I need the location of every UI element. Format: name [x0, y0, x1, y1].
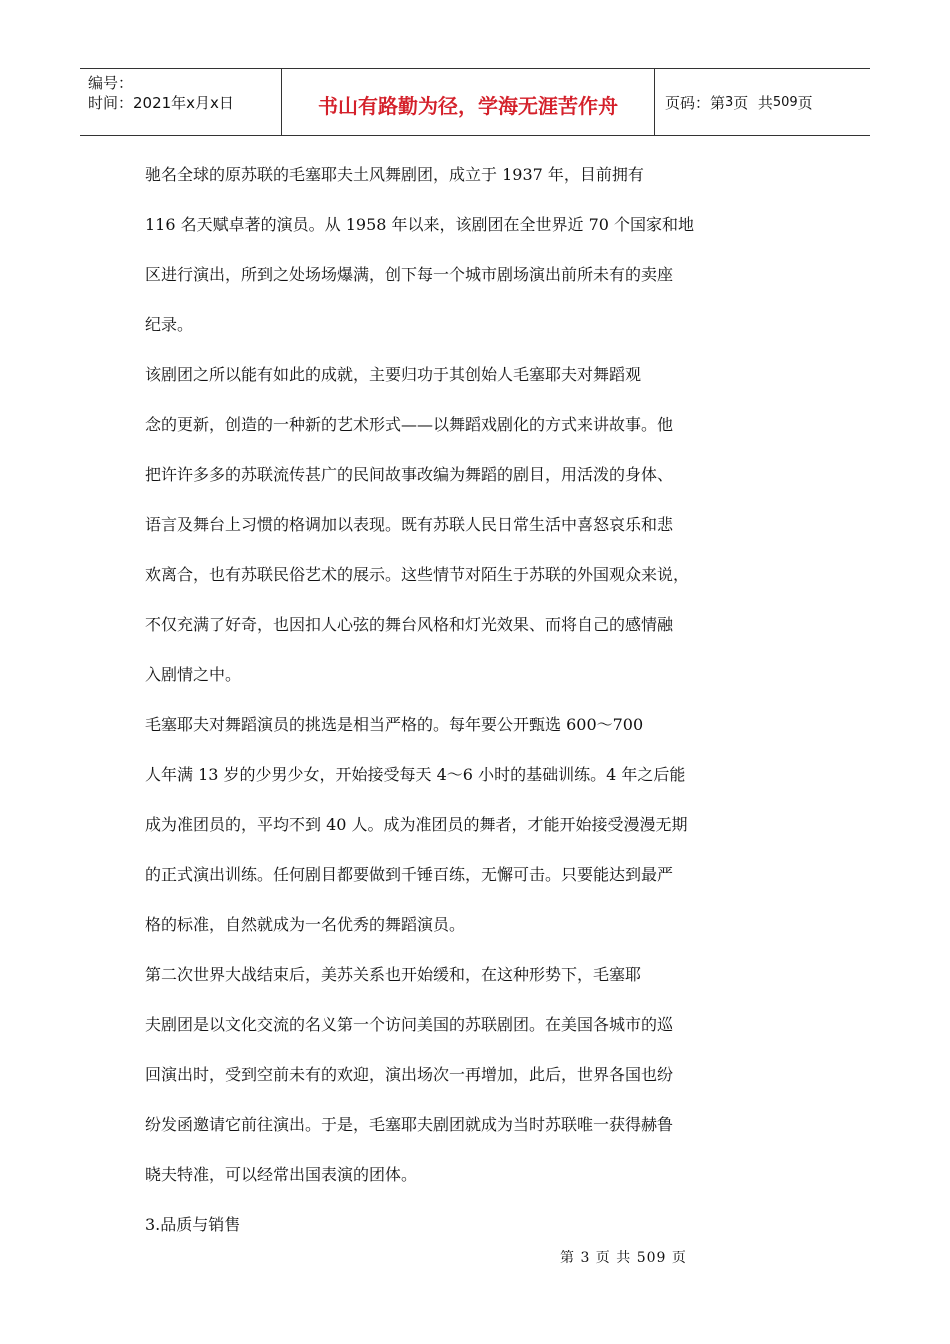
page-number: 3	[725, 94, 734, 110]
text-line: 驰名全球的原苏联的毛塞耶夫土风舞剧团，成立于 1937 年，目前拥有	[145, 165, 644, 184]
text-line: 不仅充满了好奇，也因扣人心弦的舞台风格和灯光效果、而将自己的感情融	[145, 615, 674, 634]
document-body	[145, 150, 715, 1250]
text-line: 夫剧团是以文化交流的名义第一个访问美国的苏联剧团。在美国各城市的巡	[145, 1015, 674, 1034]
page-suffix: 页	[797, 93, 813, 112]
text-line: 区进行演出，所到之处场场爆满，创下每一个城市剧场演出前所未有的卖座	[145, 265, 674, 284]
page-footer: 第 3 页 共 509 页	[560, 1250, 687, 1266]
text-line: 语言及舞台上习惯的格调加以表现。既有苏联人民日常生活中喜怒哀乐和悲	[145, 515, 674, 534]
text-line: 回演出时，受到空前未有的欢迎，演出场次一再增加，此后，世界各国也纷	[145, 1065, 674, 1084]
page-mid: 页 共	[733, 93, 773, 112]
header-meta-cell	[80, 69, 282, 135]
header-motto-cell	[282, 69, 655, 135]
text-line: 成为准团员的，平均不到 40 人。成为准团员的舞者，才能开始接受漫漫无期	[145, 815, 688, 834]
header-page-cell	[655, 69, 870, 135]
text-line: 纪录。	[145, 315, 194, 334]
section-heading: 3.品质与销售	[145, 1215, 241, 1234]
text-line: 116 名天赋卓著的演员。从 1958 年以来，该剧团在全世界近 70 个国家和地	[145, 215, 695, 234]
text-line: 第二次世界大战结束后，美苏关系也开始缓和，在这种形势下，毛塞耶	[145, 965, 642, 984]
text-line: 纷发函邀请它前往演出。于是，毛塞耶夫剧团就成为当时苏联唯一获得赫鲁	[145, 1115, 674, 1134]
text-line: 该剧团之所以能有如此的成就，主要归功于其创始人毛塞耶夫对舞蹈观	[145, 365, 642, 384]
motto: 书山有路勤为径，学海无涯苦作舟	[318, 93, 618, 118]
text-line: 人年满 13 岁的少男少女，开始接受每天 4～6 小时的基础训练。4 年之后能	[145, 765, 686, 784]
text-line: 毛塞耶夫对舞蹈演员的挑选是相当严格的。每年要公开甄选 600～700	[145, 715, 644, 734]
text-line: 格的标准，自然就成为一名优秀的舞蹈演员。	[145, 915, 466, 934]
text-line: 的正式演出训练。任何剧目都要做到千锤百练，无懈可击。只要能达到最严	[145, 865, 674, 884]
page-prefix: 页码：第	[665, 93, 726, 112]
text-line: 把许许多多的苏联流传甚广的民间故事改编为舞蹈的剧目，用活泼的身体、	[145, 465, 674, 484]
time-label: 时间：2021年x月x日	[88, 94, 234, 112]
text-line: 念的更新，创造的一种新的艺术形式——以舞蹈戏剧化的方式来讲故事。他	[145, 415, 674, 434]
text-line: 晓夫特准，可以经常出国表演的团体。	[145, 1165, 418, 1184]
code-label: 编号：	[88, 74, 134, 92]
page-total: 509	[772, 94, 798, 110]
text-line: 入剧情之中。	[145, 665, 242, 684]
page-header	[80, 68, 870, 136]
text-line: 欢离合，也有苏联民俗艺术的展示。这些情节对陌生于苏联的外国观众来说，	[145, 565, 690, 584]
